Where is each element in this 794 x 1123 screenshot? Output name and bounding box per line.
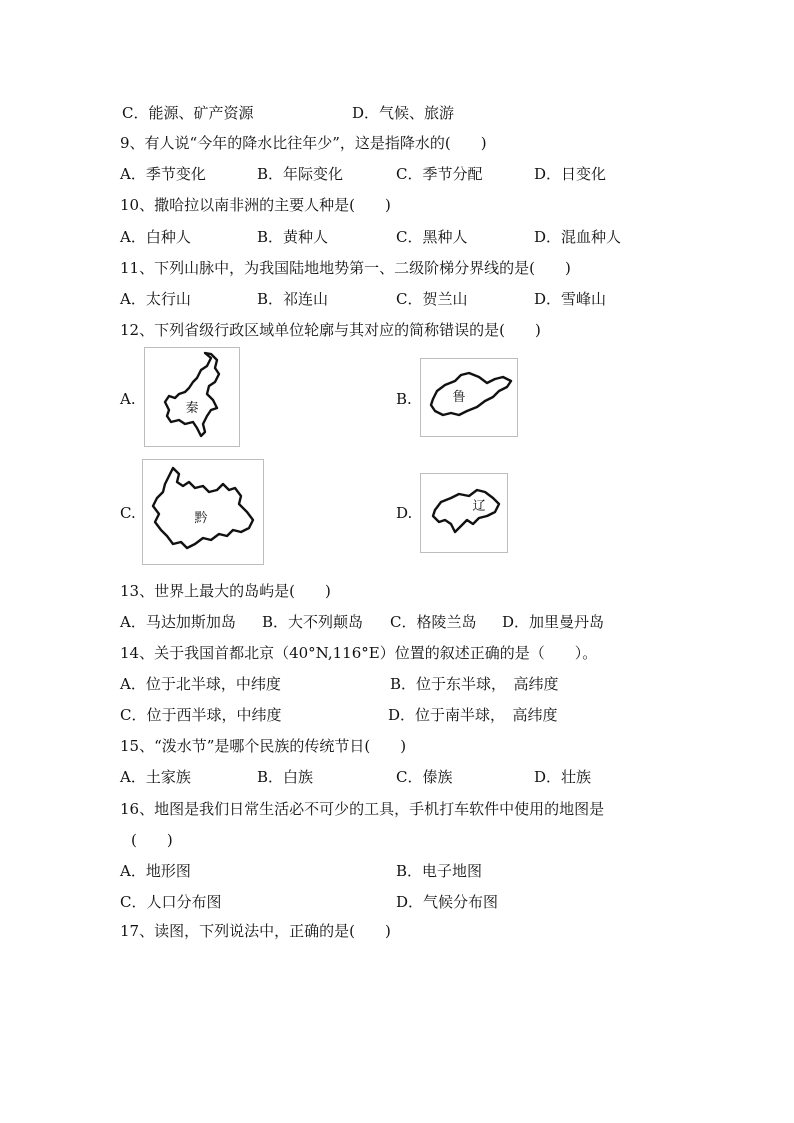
q10-option-a: A．白种人	[120, 228, 191, 246]
shandong-outline-svg	[421, 359, 517, 436]
q10-option-b: B．黄种人	[257, 228, 329, 246]
map-label-lu: 鲁	[452, 390, 466, 405]
q16-option-c: C．人口分布图	[120, 893, 222, 911]
q16-option-b: B．电子地图	[396, 862, 483, 880]
q14-option-a: A．位于北半球，中纬度	[120, 675, 281, 693]
q16-stem-bracket: ( )	[131, 831, 173, 849]
q12-option-b-label: B.	[396, 390, 412, 408]
q13-option-b: B．大不列颠岛	[262, 613, 364, 631]
q14-option-b: B．位于东半球， 高纬度	[390, 675, 559, 693]
q16-option-a: A．地形图	[120, 862, 191, 880]
q11-option-b: B．祁连山	[257, 290, 329, 308]
map-label-liao: 辽	[472, 499, 486, 514]
q14-stem: 14、关于我国首都北京（40°N,116°E）位置的叙述正确的是（ ）。	[120, 644, 598, 662]
q8-option-c: C．能源、矿产资源	[122, 104, 254, 122]
q9-option-d: D．日变化	[534, 165, 607, 183]
q9-option-b: B．年际变化	[257, 165, 344, 183]
q17-stem: 17、读图，下列说法中，正确的是( )	[120, 922, 391, 940]
q10-stem: 10、撒哈拉以南非洲的主要人种是( )	[120, 196, 391, 214]
q15-option-b: B．白族	[257, 768, 314, 786]
yunnan-outline-svg	[143, 460, 263, 564]
q13-option-c: C．格陵兰岛	[390, 613, 477, 631]
q11-stem: 11、下列山脉中，为我国陆地地势第一、二级阶梯分界线的是( )	[120, 259, 571, 277]
q9-option-c: C．季节分配	[396, 165, 483, 183]
q8-option-d: D．气候、旅游	[352, 104, 455, 122]
shandong-outline-map	[420, 358, 518, 437]
q10-option-d: D．混血种人	[534, 228, 622, 246]
q9-option-a: A．季节变化	[120, 165, 206, 183]
q16-option-d: D．气候分布图	[396, 893, 499, 911]
q12-option-d-label: D.	[396, 504, 413, 522]
yunnan-outline-map	[142, 459, 264, 565]
shaanxi-outline-map	[144, 347, 240, 447]
q12-stem: 12、下列省级行政区域单位轮廓与其对应的简称错误的是( )	[120, 321, 541, 339]
q12-option-a-label: A.	[120, 390, 136, 408]
q12-option-c-label: C.	[120, 504, 136, 522]
q13-option-d: D．加里曼丹岛	[502, 613, 605, 631]
q10-option-c: C．黑种人	[396, 228, 468, 246]
q11-option-a: A．太行山	[120, 290, 191, 308]
q13-stem: 13、世界上最大的岛屿是( )	[120, 582, 331, 600]
q15-option-d: D．壮族	[534, 768, 592, 786]
q15-option-c: C．傣族	[396, 768, 453, 786]
q13-option-a: A．马达加斯加岛	[120, 613, 236, 631]
q14-option-d: D．位于南半球， 高纬度	[388, 706, 558, 724]
liaoning-outline-svg	[421, 474, 507, 552]
q14-option-c: C．位于西半球，中纬度	[120, 706, 282, 724]
q15-option-a: A．土家族	[120, 768, 191, 786]
q15-stem: 15、“泼水节”是哪个民族的传统节日( )	[120, 737, 407, 755]
q16-stem: 16、地图是我们日常生活必不可少的工具，手机打车软件中使用的地图是	[120, 800, 605, 818]
q11-option-d: D．雪峰山	[534, 290, 607, 308]
liaoning-outline-map	[420, 473, 508, 553]
map-label-qian: 黔	[194, 511, 208, 526]
map-label-qin: 秦	[185, 401, 199, 416]
q11-option-c: C．贺兰山	[396, 290, 468, 308]
shaanxi-outline-svg	[145, 348, 239, 446]
q9-stem: 9、有人说“今年的降水比往年少”，这是指降水的( )	[120, 134, 487, 152]
